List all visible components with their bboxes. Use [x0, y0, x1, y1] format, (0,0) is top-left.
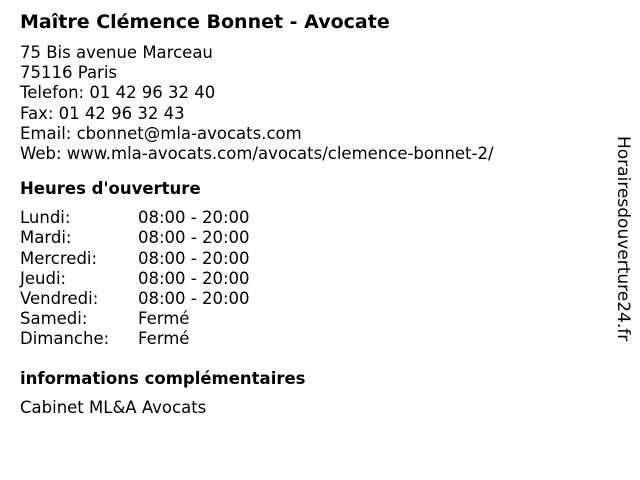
day-hours: 08:00 - 20:00	[138, 228, 250, 248]
fax-number: Fax: 01 42 96 32 43	[20, 103, 185, 123]
phone-number: Telefon: 01 42 96 32 40	[20, 83, 216, 103]
street-address: 75 Bis avenue Marceau	[20, 43, 213, 62]
hours-row-thursday	[20, 269, 600, 289]
day-hours: 08:00 - 20:00	[138, 208, 250, 228]
website-address: Web: www.mla-avocats.com/avocats/clemence-bonnet-2/	[20, 144, 494, 164]
additional-info-text: Cabinet ML&A Avocats	[20, 397, 207, 417]
hours-row-monday	[20, 208, 600, 228]
additional-info-heading: informations complémentaires	[20, 368, 306, 388]
hours-row-wednesday	[20, 249, 600, 269]
day-label: Jeudi:	[20, 268, 67, 288]
day-label: Mardi:	[20, 228, 72, 248]
day-hours: Fermé	[138, 329, 190, 349]
day-label: Lundi:	[20, 208, 71, 228]
hours-row-tuesday	[20, 228, 600, 248]
day-hours: Fermé	[138, 309, 190, 329]
email-address: Email: cbonnet@mla-avocats.com	[20, 123, 302, 143]
day-label: Samedi:	[20, 309, 88, 329]
day-hours: 08:00 - 20:00	[138, 268, 250, 288]
hours-row-sunday	[20, 329, 600, 349]
opening-hours-heading: Heures d'ouverture	[20, 179, 201, 199]
opening-hours-list	[20, 208, 600, 349]
city-address: 75116 Paris	[20, 63, 118, 83]
hours-row-friday	[20, 289, 600, 309]
day-label: Dimanche:	[20, 329, 110, 349]
brand-watermark: Horairesdouverture24.fr	[613, 136, 633, 342]
day-label: Vendredi:	[20, 289, 99, 309]
page-title: Maître Clémence Bonnet - Avocate	[20, 11, 390, 33]
hours-row-saturday	[20, 309, 600, 329]
contact-block	[20, 43, 600, 164]
business-card	[20, 10, 600, 418]
day-hours: 08:00 - 20:00	[138, 289, 250, 309]
day-hours: 08:00 - 20:00	[138, 248, 250, 268]
day-label: Mercredi:	[20, 248, 98, 268]
